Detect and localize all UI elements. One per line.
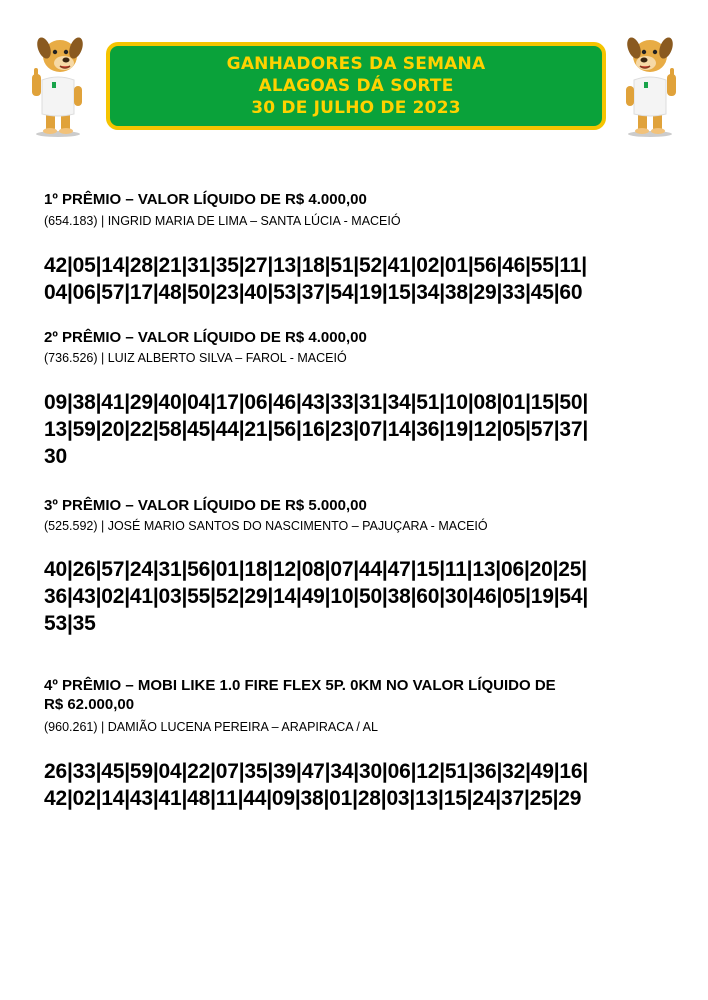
dog-mascot-thumbs-up-icon: [622, 30, 678, 138]
prize-2-winner: (736.526) | LUIZ ALBERTO SILVA – FAROL - MACEIÓ: [44, 351, 347, 365]
numbers-line: 13|59|20|22|58|45|44|21|56|16|23|07|14|36|19|12|05|57|37|: [44, 418, 589, 441]
numbers-line: 09|38|41|29|40|04|17|06|46|43|33|31|34|51|10|08|01|15|50|: [44, 391, 589, 414]
prize-1-winner: (654.183) | INGRID MARIA DE LIMA – SANTA LÚCIA - MACEIÓ: [44, 214, 401, 228]
prize-1-title: 1º PRÊMIO – VALOR LÍQUIDO DE R$ 4.000,00: [44, 191, 367, 208]
dog-mascot-thumbs-up-icon: [30, 30, 86, 138]
banner-subtitle: ALAGOAS DÁ SORTE: [258, 76, 454, 96]
prize-3-numbers: [44, 556, 664, 637]
title-banner: [106, 42, 606, 130]
numbers-line: 40|26|57|24|31|56|01|18|12|08|07|44|47|15|11|13|06|20|25|: [44, 558, 587, 581]
prize-4-winner: (960.261) | DAMIÃO LUCENA PEREIRA – ARAPIRACA / AL: [44, 720, 378, 734]
numbers-line: 04|06|57|17|48|50|23|40|53|37|54|19|15|34|38|29|33|45|60: [44, 281, 583, 304]
numbers-line: 30: [44, 445, 67, 468]
banner-date: 30 DE JULHO DE 2023: [251, 98, 461, 118]
prize-2-title: 2º PRÊMIO – VALOR LÍQUIDO DE R$ 4.000,00: [44, 329, 367, 346]
numbers-line: 53|35: [44, 612, 96, 635]
numbers-line: 42|05|14|28|21|31|35|27|13|18|51|52|41|02|01|56|46|55|11|: [44, 254, 587, 277]
prize-4-title: [44, 676, 664, 714]
prize-4-numbers: [44, 758, 664, 812]
prize-3-title: 3º PRÊMIO – VALOR LÍQUIDO DE R$ 5.000,00: [44, 497, 367, 514]
numbers-line: 26|33|45|59|04|22|07|35|39|47|34|30|06|12|51|36|32|49|16|: [44, 760, 589, 783]
numbers-line: 36|43|02|41|03|55|52|29|14|49|10|50|38|60|30|46|05|19|54|: [44, 585, 589, 608]
prize-4-title-line: 4º PRÊMIO – MOBI LIKE 1.0 FIRE FLEX 5P. 0KM NO VALOR LÍQUIDO DE: [44, 677, 556, 694]
prize-2-numbers: [44, 389, 664, 470]
prize-4-title-line: R$ 62.000,00: [44, 696, 135, 713]
numbers-line: 42|02|14|43|41|48|11|44|09|38|01|28|03|13|15|24|37|25|29: [44, 787, 582, 810]
prize-3-winner: (525.592) | JOSÉ MARIO SANTOS DO NASCIMENTO – PAJUÇARA - MACEIÓ: [44, 519, 488, 533]
banner-title: GANHADORES DA SEMANA: [226, 54, 486, 74]
prize-1-numbers: [44, 252, 664, 306]
